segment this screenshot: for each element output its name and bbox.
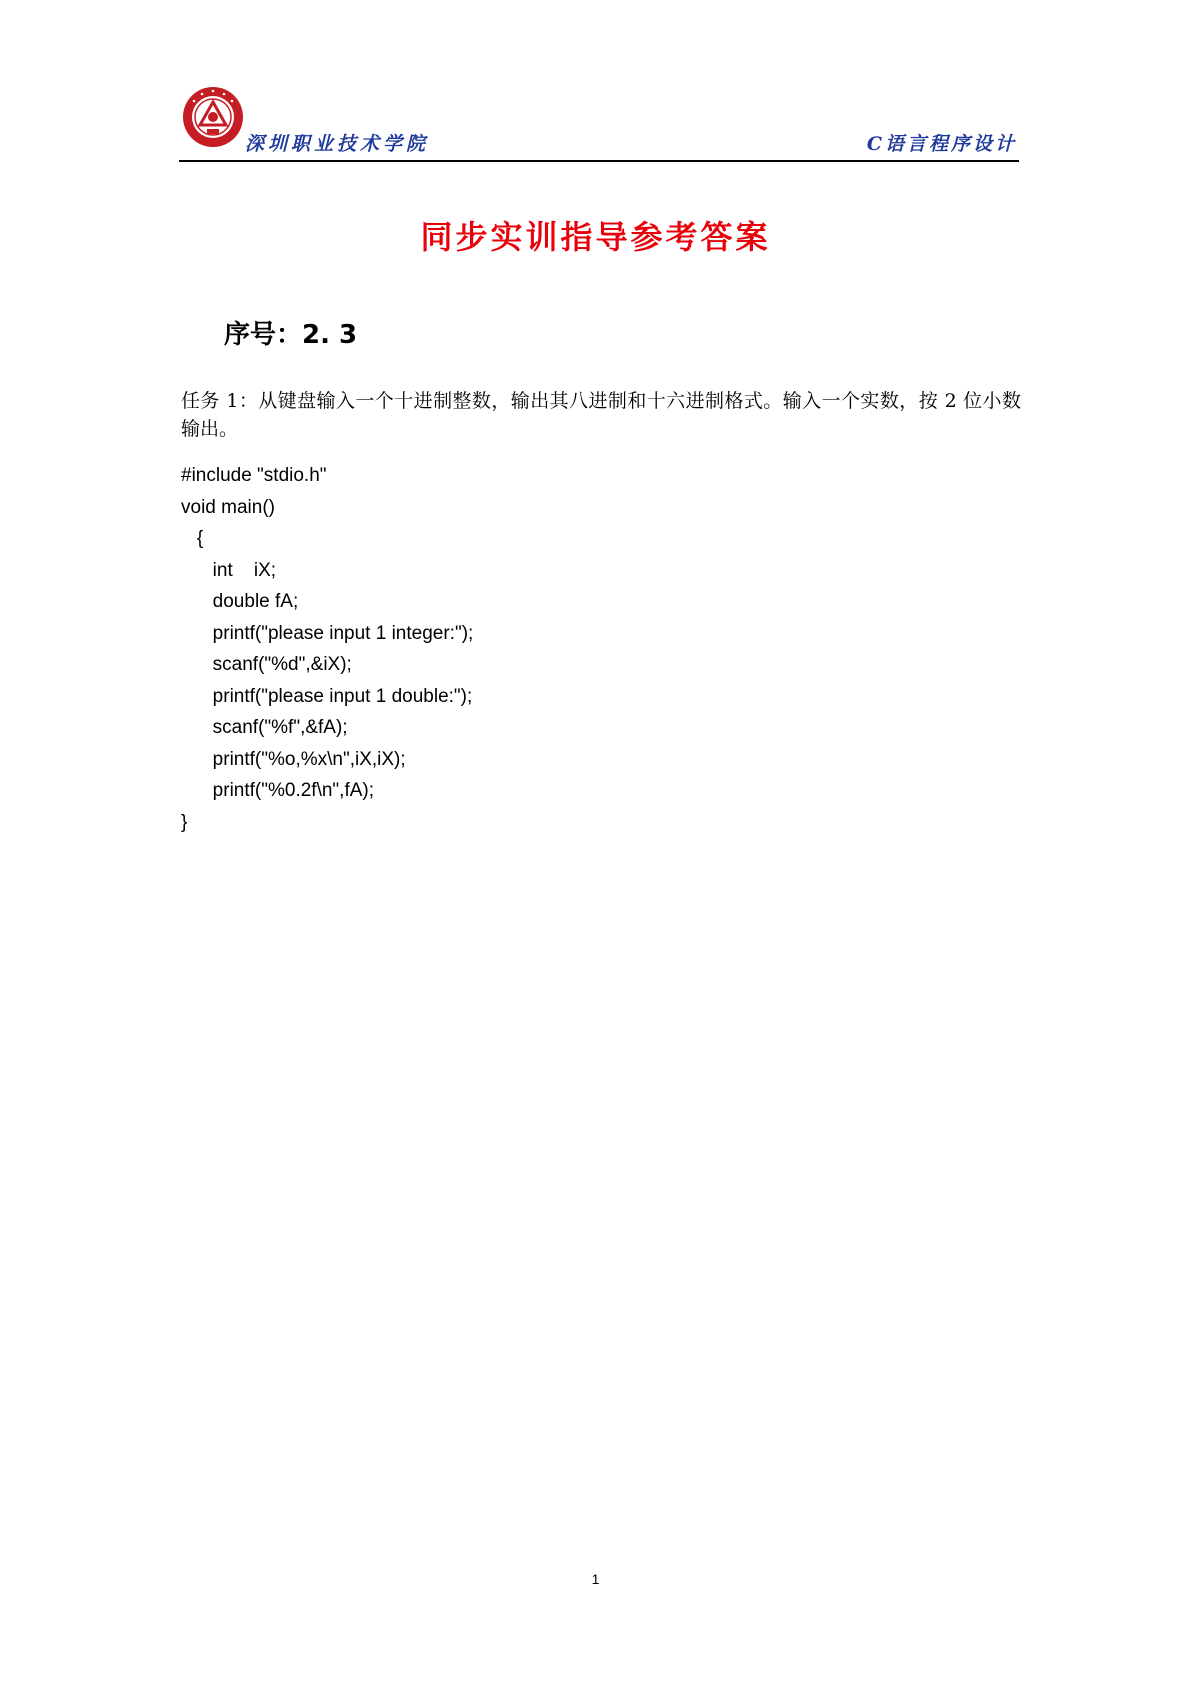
school-seal-icon: [182, 86, 244, 148]
code-line: int iX;: [181, 559, 277, 581]
section-number: 序号：2. 3: [224, 320, 358, 350]
code-line: printf("please input 1 double:");: [181, 685, 473, 707]
code-line: printf("%0.2f\n",fA);: [181, 780, 374, 801]
course-name: C语言程序设计: [866, 133, 1017, 155]
task-description: 任务 1：从键盘输入一个十进制整数，输出其八进制和十六进制格式。输入一个实数，按 2 位小数输出。: [181, 390, 1021, 440]
code-line: {: [181, 528, 204, 549]
document-title: 同步实训指导参考答案: [420, 218, 771, 256]
page-header: [179, 84, 1019, 162]
code-line: printf("%o,%x\n",iX,iX);: [181, 748, 406, 770]
code-line: scanf("%f",&fA);: [181, 717, 348, 738]
code-block: [181, 460, 473, 838]
code-line: }: [181, 811, 188, 833]
code-line: scanf("%d",&iX);: [181, 654, 352, 675]
code-line: printf("please input 1 integer:");: [181, 622, 474, 644]
code-line: #include "stdio.h": [181, 465, 327, 486]
code-line: double fA;: [181, 591, 299, 612]
code-line: void main(): [181, 496, 275, 518]
page-number: 1: [591, 1571, 600, 1587]
school-name: 深圳职业技术学院: [245, 133, 430, 155]
